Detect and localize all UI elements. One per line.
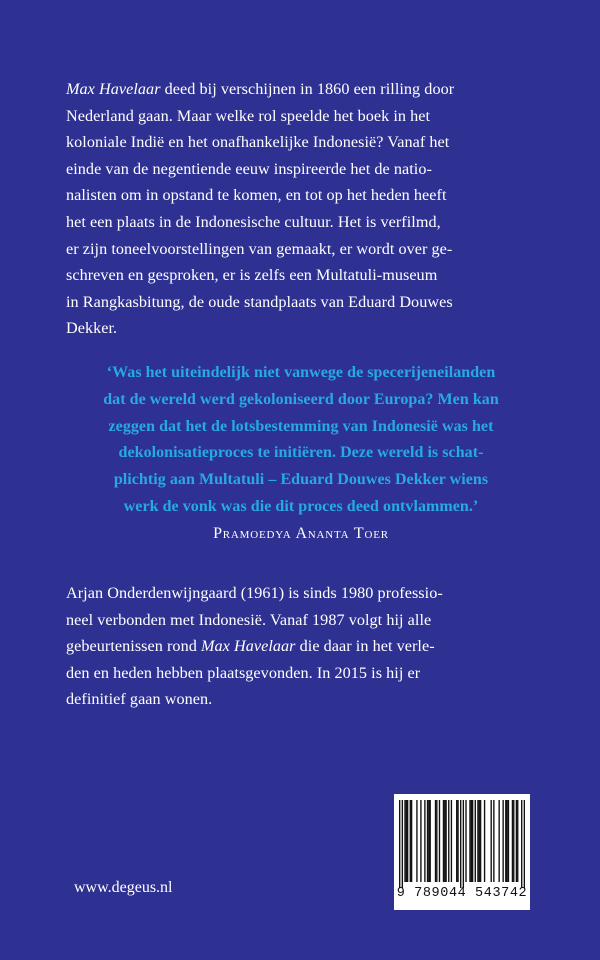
book-title-italic: Max Havelaar	[200, 637, 296, 656]
barcode-bar	[427, 800, 428, 882]
barcode-bar	[399, 800, 400, 888]
blurb-line-7: er zijn toneelvoorstellingen van gemaakt, er wordt over ge-	[66, 239, 453, 258]
book-title-italic: Max Havelaar	[66, 80, 161, 98]
barcode-bar	[410, 800, 411, 882]
barcode-bar	[411, 800, 412, 882]
barcode-bar	[469, 800, 470, 882]
bio-line-2: neel verbonden met Indonesië. Vanaf 1987 volgt hij alle	[66, 610, 432, 629]
barcode-bar	[498, 800, 499, 882]
barcode-bar	[477, 800, 478, 882]
quote-line-6: werk de vonk was die dit proces deed ontvlammen.’	[123, 497, 479, 515]
barcode-bar	[460, 800, 461, 888]
isbn-barcode	[394, 794, 530, 910]
quote-line-5: plichtig aan Multatuli – Eduard Douwes Dekker wiens	[113, 471, 489, 489]
barcode-bar	[445, 800, 446, 882]
barcode-bar	[502, 800, 503, 882]
quote-line-1: ‘Was het uiteindelijk niet vanwege de specerijeneilanden	[106, 364, 496, 381]
blurb-line-10: Dekker.	[66, 319, 118, 338]
barcode-bar	[448, 800, 449, 882]
barcode-bar	[475, 800, 476, 882]
blurb-line-8: schreven en gesproken, er is zelfs een Multatuli-museum	[66, 266, 438, 285]
barcode-bar	[436, 800, 437, 882]
barcode-bar	[508, 800, 509, 882]
bio-line-3: gebeurtenissen rond Max Havelaar die daar in het verle-	[66, 637, 435, 656]
barcode-bar	[516, 800, 517, 882]
barcode-bar	[456, 800, 457, 882]
blurb-line-5: nalisten om in opstand te komen, en tot op het heden heeft	[66, 186, 447, 205]
quote-line-3: zeggen dat het de lotsbestemming van Indonesië was het	[108, 417, 494, 435]
barcode-bar	[491, 800, 492, 882]
barcode-bar	[430, 800, 431, 882]
barcode-bar	[416, 800, 417, 882]
pull-quote	[66, 360, 536, 548]
bio-line-5: definitief gaan wonen.	[66, 690, 213, 709]
barcode-bar	[451, 800, 452, 882]
barcode-bar	[439, 800, 440, 882]
barcode-bar	[506, 800, 507, 882]
barcode-bar	[512, 800, 513, 882]
barcode-bar	[472, 800, 473, 882]
barcode-bar	[484, 800, 485, 882]
barcode-bar	[428, 800, 429, 882]
barcode-bar	[479, 800, 480, 882]
blurb-line-1: Max Havelaar deed bij verschijnen in 1860 een rilling door	[66, 80, 455, 98]
quote-line-4: dekolonisatieproces te initiëren. Deze wereld is schat-	[118, 444, 484, 462]
blurb-line-4: einde van de negentiende eeuw inspireerde het de natio-	[66, 159, 432, 178]
barcode-bar	[407, 800, 408, 882]
isbn-number: 9 789044 543742	[396, 886, 528, 901]
barcode-bar	[524, 800, 525, 888]
barcode-bar	[493, 800, 494, 882]
bio-line-4: den en heden hebben plaatsgevonden. In 2015 is hij er	[66, 663, 421, 682]
barcode-bar	[457, 800, 458, 882]
barcode-bar	[505, 800, 506, 882]
bio-line-1: Arjan Onderdenwijngaard (1961) is sinds 1980 professio-	[66, 584, 443, 602]
barcode-bar	[465, 800, 466, 882]
barcode-bar	[420, 800, 421, 882]
quote-line-2: dat de wereld werd gekoloniseerd door Europa? Men kan	[103, 390, 499, 408]
blurb-line-9: in Rangkasbitung, de oude standplaats van Eduard Douwes	[66, 292, 453, 311]
barcode-bar	[404, 800, 405, 882]
barcode-bar	[463, 800, 464, 888]
barcode-bar	[402, 800, 403, 888]
barcode-bar	[517, 800, 518, 882]
blurb-paragraph	[66, 76, 536, 342]
barcode-bars-icon	[399, 800, 525, 888]
barcode-bar	[513, 800, 514, 882]
barcode-bar	[406, 800, 407, 882]
publisher-url[interactable]: www.degeus.nl	[74, 879, 173, 896]
blurb-line-2: Nederland gaan. Maar welke rol speelde het boek in het	[66, 106, 431, 125]
barcode-bar	[435, 800, 436, 882]
author-bio	[66, 580, 536, 713]
barcode-bar	[521, 800, 522, 888]
barcode-bar	[480, 800, 481, 882]
barcode-bar	[444, 800, 445, 882]
barcode-bar	[424, 800, 425, 882]
quote-author: Pramoedya Ananta Toer	[213, 524, 389, 542]
barcode-bar	[471, 800, 472, 882]
blurb-line-3: koloniale Indië en het onafhankelijke Indonesië? Vanaf het	[66, 133, 450, 152]
blurb-line-6: het een plaats in de Indonesische cultuur. Het is verfilmd,	[66, 212, 441, 231]
barcode-bar	[443, 800, 444, 882]
